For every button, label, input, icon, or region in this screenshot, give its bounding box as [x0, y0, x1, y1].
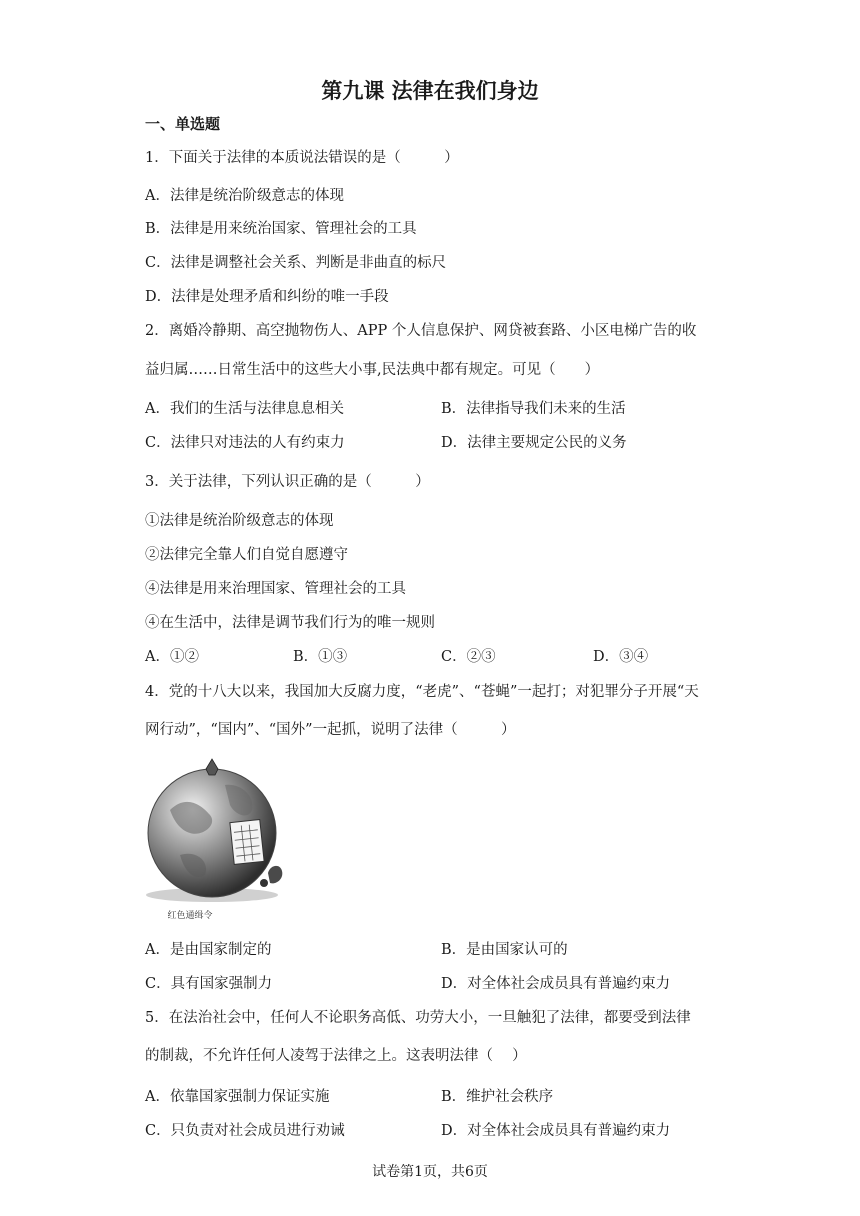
question-4-option-c: C．具有国家强制力 — [145, 976, 273, 992]
question-2-option-a: A．我们的生活与法律息息相关 — [145, 401, 344, 417]
question-2-stem-line-1: 2．离婚冷静期、高空抛物伤人、APP 个人信息保护、网贷被套路、小区电梯广告的收 — [145, 323, 697, 339]
image-caption: 红色通缉令 — [167, 911, 213, 921]
question-4-stem-line-2: 网行动”，“国内”、“国外”一起抓，说明了法律（ ） — [145, 722, 516, 738]
question-3-option-a: A．①② — [145, 649, 199, 665]
question-3-option-b: B．①③ — [293, 649, 348, 665]
question-1-option-a: A．法律是统治阶级意志的体现 — [145, 188, 344, 204]
question-4-stem-line-1: 4．党的十八大以来，我国加大反腐力度，“老虎”、“苍蝇”一起打；对犯罪分子开展“天 — [145, 684, 699, 700]
question-5-stem-line-1: 5．在法治社会中，任何人不论职务高低、功劳大小，一旦触犯了法律，都要受到法律 — [145, 1010, 691, 1026]
question-2-option-b: B．法律指导我们未来的生活 — [441, 401, 626, 417]
question-4-option-b: B．是由国家认可的 — [441, 942, 568, 958]
question-3-option-d: D．③④ — [593, 649, 649, 665]
question-5-option-c: C．只负责对社会成员进行劝诫 — [145, 1123, 345, 1139]
question-1-stem: 1．下面关于法律的本质说法错误的是（ ） — [145, 150, 459, 166]
question-3-statement-2: ②法律完全靠人们自觉自愿遵守 — [145, 547, 348, 563]
question-5-option-d: D．对全体社会成员具有普遍约束力 — [441, 1123, 671, 1139]
question-3-statement-1: ①法律是统治阶级意志的体现 — [145, 513, 334, 529]
question-3-stem: 3．关于法律，下列认识正确的是（ ） — [145, 474, 430, 490]
question-5-option-a: A．依靠国家强制力保证实施 — [145, 1089, 330, 1105]
question-2-option-c: C．法律只对违法的人有约束力 — [145, 435, 345, 451]
question-4-option-d: D．对全体社会成员具有普遍约束力 — [441, 976, 671, 992]
question-3-statement-3: ④法律是用来治理国家、管理社会的工具 — [145, 581, 406, 597]
globe-illustration — [140, 755, 300, 925]
question-2-option-d: D．法律主要规定公民的义务 — [441, 435, 627, 451]
section-heading: 一、单选题 — [145, 115, 221, 133]
question-3-statement-4: ④在生活中，法律是调节我们行为的唯一规则 — [145, 615, 435, 631]
question-5-option-b: B．维护社会秩序 — [441, 1089, 554, 1105]
question-1-option-d: D．法律是处理矛盾和纠纷的唯一手段 — [145, 289, 389, 305]
globe-icon — [140, 755, 300, 905]
page-footer: 试卷第1页，共6页 — [372, 1164, 488, 1180]
page-title: 第九课 法律在我们身边 — [321, 79, 539, 103]
question-1-option-b: B．法律是用来统治国家、管理社会的工具 — [145, 221, 417, 237]
question-3-option-c: C．②③ — [441, 649, 496, 665]
question-5-stem-line-2: 的制裁，不允许任何人凌驾于法律之上。这表明法律（ ） — [145, 1048, 527, 1064]
question-1-option-c: C．法律是调整社会关系、判断是非曲直的标尺 — [145, 255, 447, 271]
question-4-option-a: A．是由国家制定的 — [145, 942, 272, 958]
question-2-stem-line-2: 益归属……日常生活中的这些大小事,民法典中都有规定。可见（ ） — [145, 362, 600, 378]
